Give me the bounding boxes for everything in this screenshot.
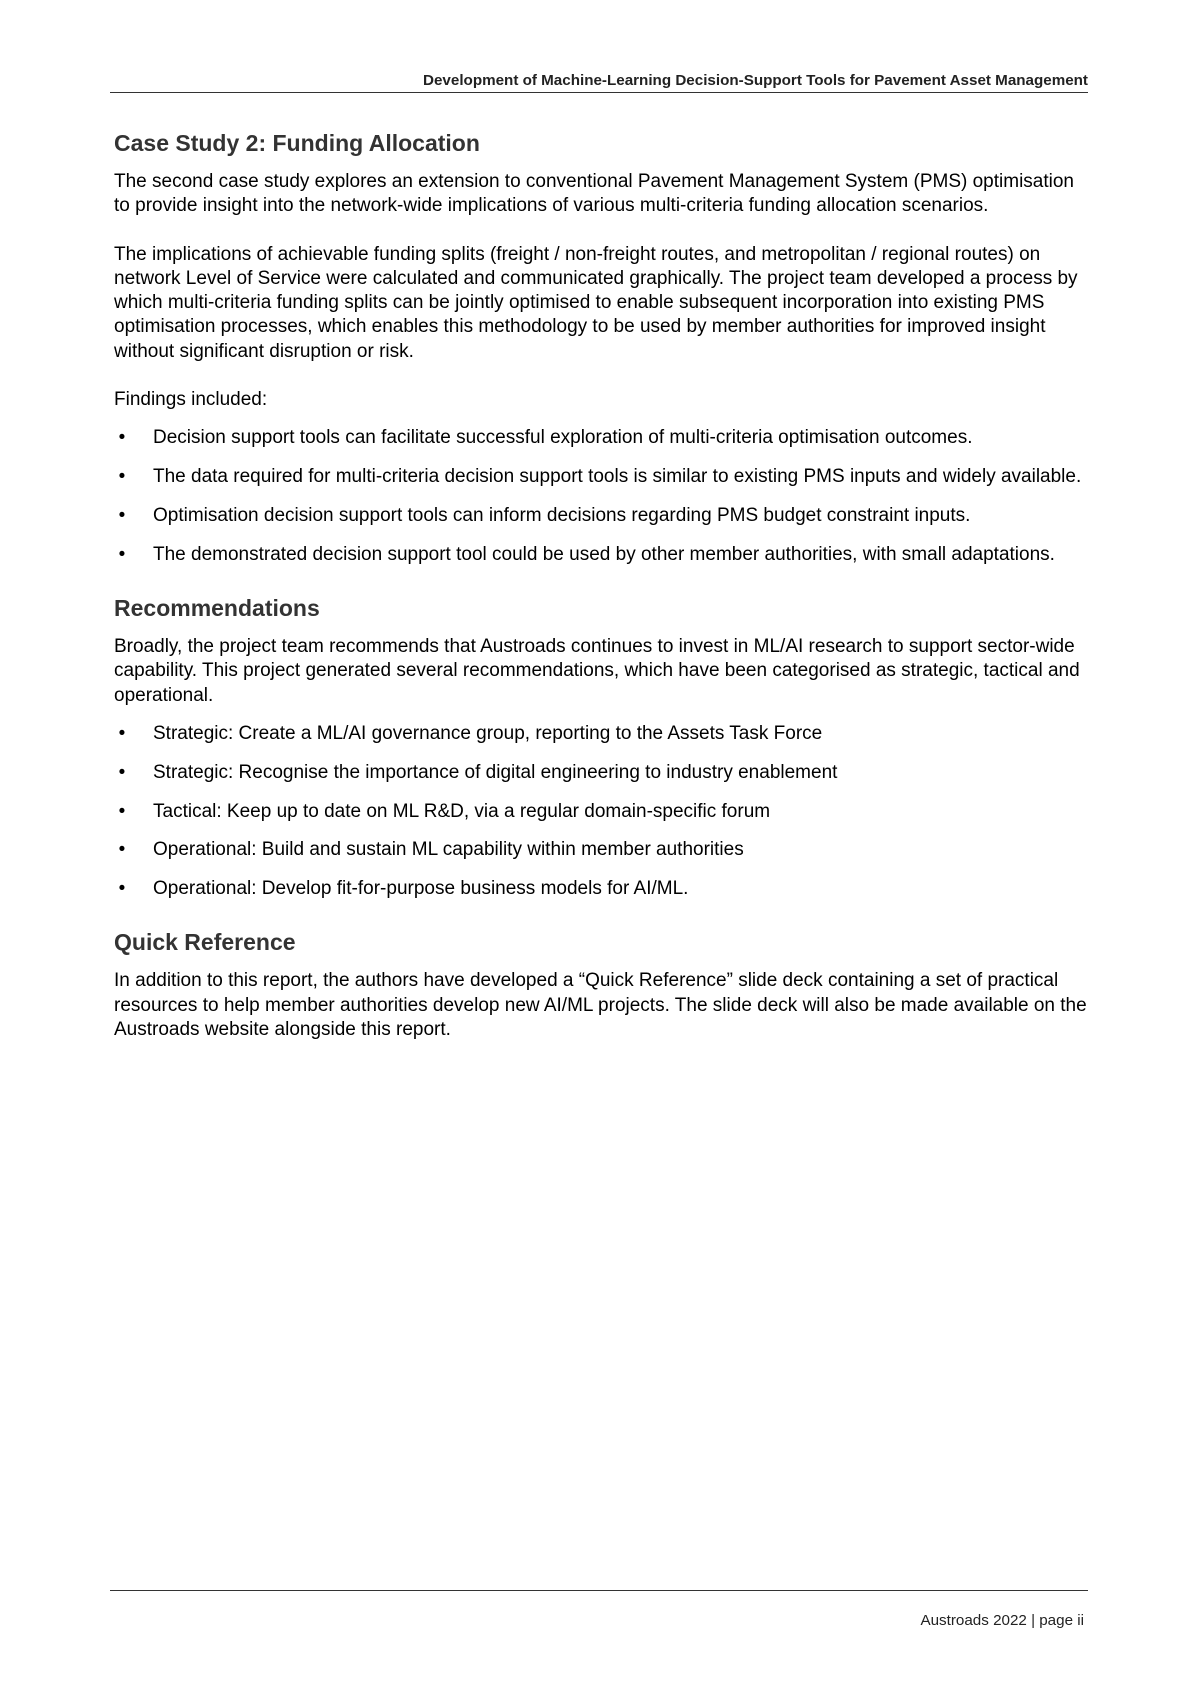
list-item bbox=[114, 800, 1094, 824]
bullet-icon: • bbox=[118, 761, 126, 783]
bullet-icon: • bbox=[118, 722, 126, 744]
list-item-text: Decision support tools can facilitate successful exploration of multi-criteria optimisation outcomes. bbox=[153, 427, 973, 449]
list-item-text: Strategic: Recognise the importance of digital engineering to industry enablement bbox=[153, 761, 838, 783]
list-item bbox=[114, 761, 1094, 785]
list-item bbox=[114, 838, 1094, 862]
recommendations-section bbox=[114, 593, 1094, 901]
recommendations-heading: Recommendations bbox=[114, 595, 320, 622]
list-item-text: Strategic: Create a ML/AI governance group, reporting to the Assets Task Force bbox=[153, 722, 823, 744]
running-header: Development of Machine-Learning Decision-Support Tools for Pavement Asset Management bbox=[423, 72, 1088, 89]
list-item-text: Tactical: Keep up to date on ML R&D, via a regular domain-specific forum bbox=[153, 800, 771, 822]
list-item bbox=[114, 465, 1094, 489]
list-item bbox=[114, 722, 1094, 746]
case-study-2-paragraph-2: The implications of achievable funding splits (freight / non-freight routes, and metropolitan / regional routes) on network Level of Service were calculated and communicated graphically. The project team developed a process by which multi-criteria funding splits can be jointly optimised to enable subsequent incorporation into existing PMS optimisation processes, which enables this methodology to be used by member authorities for improved insight without significant disruption or risk. bbox=[114, 243, 1078, 362]
bullet-icon: • bbox=[118, 543, 126, 565]
case-study-2-heading: Case Study 2: Funding Allocation bbox=[114, 130, 480, 156]
recommendations-list bbox=[114, 722, 1094, 901]
list-item bbox=[114, 426, 1094, 450]
list-item-text: The demonstrated decision support tool could be used by other member authorities, with small adaptations. bbox=[153, 543, 1055, 565]
list-item-text: Operational: Develop fit-for-purpose business models for AI/ML. bbox=[153, 878, 689, 900]
list-item-text: Operational: Build and sustain ML capability within member authorities bbox=[153, 839, 744, 861]
list-item-text: The data required for multi-criteria decision support tools is similar to existing PMS inputs and widely available. bbox=[153, 466, 1082, 488]
bullet-icon: • bbox=[118, 504, 126, 526]
list-item bbox=[114, 877, 1094, 901]
footer-divider bbox=[110, 1590, 1088, 1591]
quick-reference-section bbox=[114, 927, 1094, 1042]
case-study-2-section bbox=[114, 128, 1094, 567]
list-item-text: Optimisation decision support tools can inform decisions regarding PMS budget constraint inputs. bbox=[153, 504, 971, 526]
bullet-icon: • bbox=[118, 839, 126, 861]
list-item bbox=[114, 504, 1094, 528]
bullet-icon: • bbox=[118, 800, 126, 822]
findings-list bbox=[114, 426, 1094, 567]
case-study-2-paragraph-1: The second case study explores an extension to conventional Pavement Management System (PMS) optimisation to provide insight into the network-wide implications of various multi-criteria funding allocation scenarios. bbox=[114, 171, 1075, 217]
quick-reference-paragraph: In addition to this report, the authors have developed a “Quick Reference” slide deck containing a set of practical resources to help member authorities develop new AI/ML projects. The slide deck will also be made available on the Austroads website alongside this report. bbox=[114, 970, 1087, 1041]
recommendations-paragraph: Broadly, the project team recommends that Austroads continues to invest in ML/AI research to support sector-wide capability. This project generated several recommendations, which have been categorised as strategic, tactical and operational. bbox=[114, 636, 1080, 706]
bullet-icon: • bbox=[118, 878, 126, 900]
header-divider bbox=[110, 92, 1088, 93]
list-item bbox=[114, 543, 1094, 567]
findings-intro: Findings included: bbox=[114, 389, 268, 411]
bullet-icon: • bbox=[118, 466, 126, 488]
page-content bbox=[114, 128, 1094, 1042]
bullet-icon: • bbox=[118, 427, 126, 449]
page-footer: Austroads 2022 | page ii bbox=[920, 1612, 1084, 1629]
quick-reference-heading: Quick Reference bbox=[114, 929, 296, 956]
